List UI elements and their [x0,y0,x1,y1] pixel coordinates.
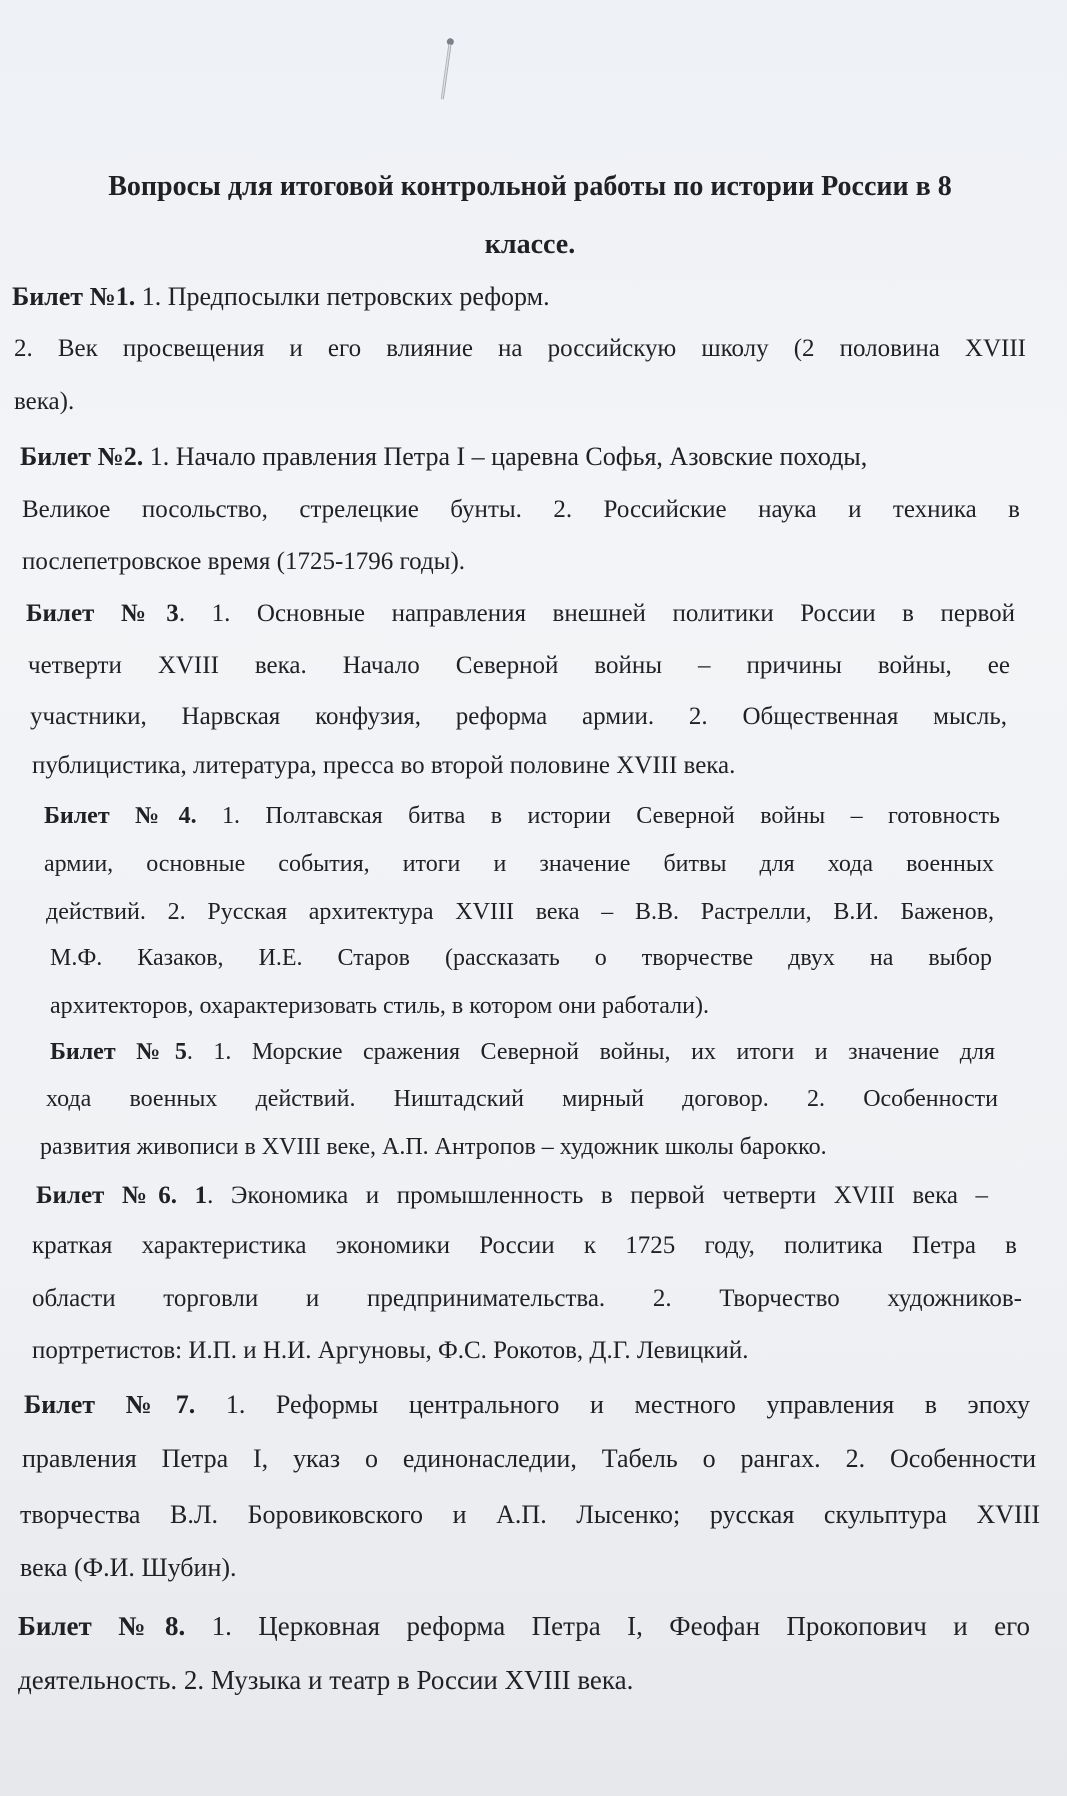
ticket-5-label: Билет №5 [50,1039,187,1065]
ticket-4-line-4: М.Ф. Казаков, И.Е. Старов (рассказать о творчестве двух на выбор [50,945,992,971]
ticket-6 [36,1180,988,1212]
ticket-3-line-4: публицистика, литература, пресса во второй половине XVIII века. [32,752,736,779]
ticket-6-line-1: . Экономика и промышленность в первой четверти XVIII века – [207,1182,988,1209]
ticket-2-line-1: 1. Начало правления Петра I – царевна Софья, Азовские походы, [143,442,868,471]
ticket-2 [20,441,867,473]
ticket-6-line-3: области торговли и предпринимательства. 2. Творчество художников- [32,1285,1022,1312]
ticket-3-label: Билет №3 [26,600,179,627]
ticket-7-line-3: творчества В.Л. Боровиковского и А.П. Лысенко; русская скульптура XVIII [20,1500,1040,1529]
ticket-1-line-2: 2. Век просвещения и его влияние на российскую школу (2 половина XVIII [14,335,1026,362]
ticket-1-label: Билет №1. [12,282,136,311]
ticket-6-line-4: портретистов: И.П. и Н.И. Аргуновы, Ф.С. Рокотов, Д.Г. Левицкий. [32,1337,749,1364]
ticket-2-label: Билет №2. [20,442,144,471]
ticket-1-line-3: века). [14,388,75,415]
ticket-7 [24,1389,1030,1421]
ticket-8-label: Билет №8. [18,1611,186,1641]
ticket-3-line-1: . 1. Основные направления внешней политики России в первой [178,600,1015,627]
ticket-7-line-4: века (Ф.И. Шубин). [20,1553,237,1582]
ticket-4 [44,800,1000,832]
ticket-3 [26,598,1015,630]
pushpin-icon [440,38,454,100]
ticket-7-line-2: правления Петра I, указ о единонаследии, Табель о рангах. 2. Особенности [22,1444,1036,1473]
ticket-2-line-2: Великое посольство, стрелецкие бунты. 2. Российские наука и техника в [22,496,1020,523]
ticket-3-line-2: четверти XVIII века. Начало Северной войны – причины войны, ее [28,652,1010,679]
ticket-7-label: Билет №7. [24,1390,196,1419]
ticket-5-line-3: развития живописи в XVIII веке, А.П. Антропов – художник школы барокко. [40,1134,827,1160]
document-title-line-1: Вопросы для итоговой контрольной работы по истории России в 8 [108,171,952,202]
pushpin-shaft [441,44,452,100]
ticket-6-line-2: краткая характеристика экономики России к 1725 году, политика Петра в [32,1232,1017,1259]
ticket-5-line-1: . 1. Морские сражения Северной войны, их итоги и значение для [186,1039,995,1065]
ticket-4-line-1: 1. Полтавская битва в истории Северной войны – готовность [196,803,1000,829]
ticket-5 [50,1036,995,1068]
ticket-7-line-1: 1. Реформы центрального и местного управления в эпоху [195,1390,1030,1419]
ticket-4-line-3: действий. 2. Русская архитектура XVIII века – В.В. Растрелли, В.И. Баженов, [46,899,994,925]
ticket-8-line-2: деятельность. 2. Музыка и театр в России XVIII века. [18,1665,634,1695]
ticket-1-line-1: 1. Предпосылки петровских реформ. [135,282,550,311]
ticket-4-line-5: архитекторов, охарактеризовать стиль, в котором они работали). [50,993,709,1019]
ticket-4-label: Билет №4. [44,803,197,829]
ticket-2-line-3: послепетровское время (1725-1796 годы). [22,548,466,575]
ticket-5-line-2: хода военных действий. Ништадский мирный договор. 2. Особенности [46,1086,998,1112]
document-title-line-2: классе. [484,229,576,260]
ticket-3-line-3: участники, Нарвская конфузия, реформа армии. 2. Общественная мысль, [30,703,1007,730]
ticket-1 [12,281,550,313]
ticket-6-label: Билет №6. 1 [36,1182,208,1209]
ticket-8 [18,1610,1030,1642]
ticket-8-line-1: 1. Церковная реформа Петра I, Феофан Прокопович и его [185,1611,1030,1641]
ticket-4-line-2: армии, основные события, итоги и значение битвы для хода военных [44,851,994,877]
